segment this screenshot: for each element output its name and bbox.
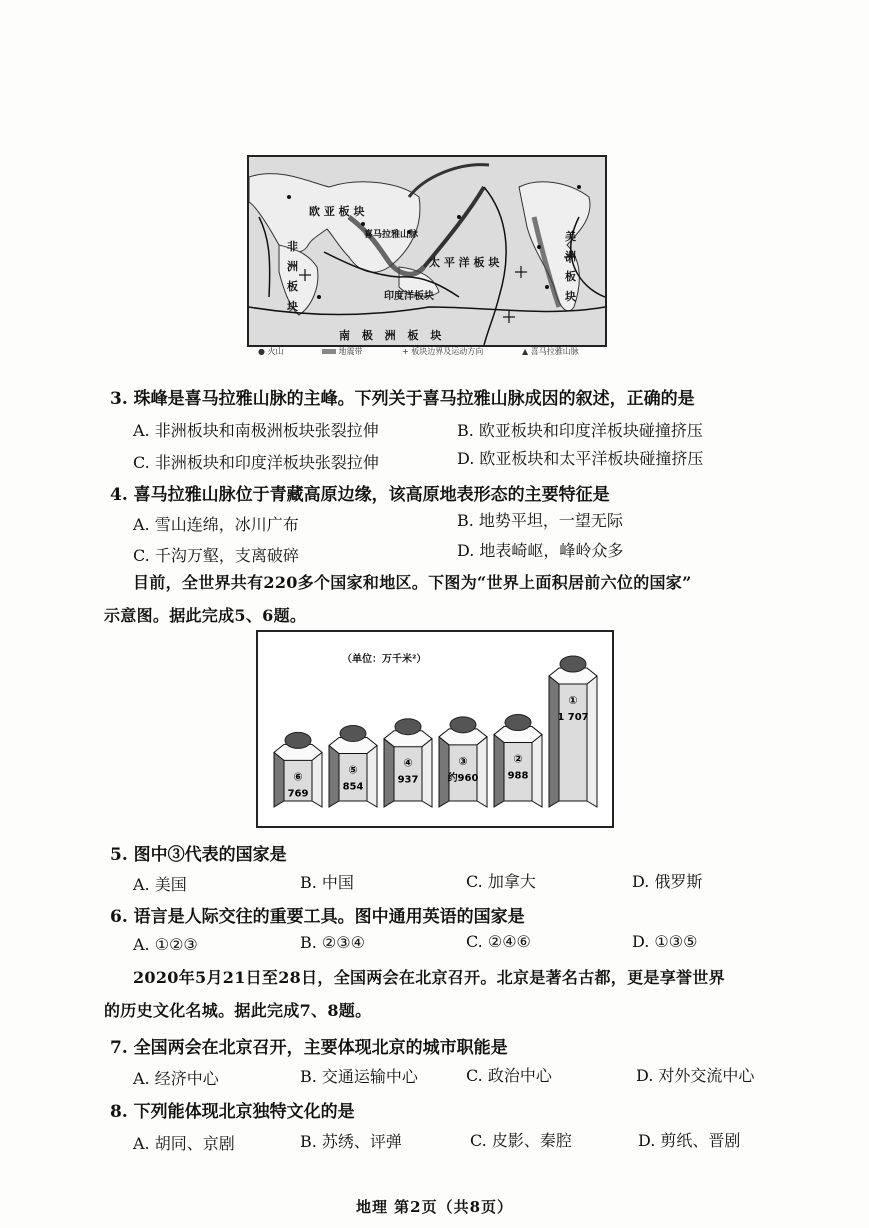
legend-volcano: ● 火山 <box>258 347 284 356</box>
plate-boundary-icon: + <box>402 347 409 356</box>
q3-option-a[interactable]: A. 非洲板块和南极洲板块张裂拉伸 <box>133 421 379 440</box>
q8-option-d[interactable]: D. 剪纸、晋剧 <box>638 1131 741 1150</box>
q3-option-c[interactable]: C. 非洲板块和印度洋板块张裂拉伸 <box>133 453 379 472</box>
q3-option-d[interactable]: D. 欧亚板块和太平洋板块碰撞挤压 <box>457 449 704 468</box>
plate-label-eurasia: 欧 亚 板 块 <box>309 205 365 218</box>
chart-bar-index-label: ① <box>568 694 578 707</box>
intro-7-8-line2: 的历史文化名城。据此完成7、8题。 <box>104 1001 372 1020</box>
plate-tectonics-map <box>247 155 607 347</box>
question-4-stem: 4. 喜马拉雅山脉位于青藏高原边缘，该高原地表形态的主要特征是 <box>110 485 610 505</box>
intro-7-8-line1: 2020年5月21日至28日，全国两会在北京召开。北京是著名古都，更是享誉世界 <box>133 968 725 987</box>
plate-map-drawing <box>249 157 605 345</box>
q8-option-b[interactable]: B. 苏绣、评弹 <box>300 1132 402 1151</box>
chart-bar-value-label: 937 <box>397 774 419 786</box>
chart-bar-value-label: 769 <box>287 788 309 800</box>
plate-label-himalaya: 喜马拉雅山脉 <box>364 230 419 240</box>
country-area-chart <box>256 630 614 828</box>
q6-option-c[interactable]: C. ②④⑥ <box>466 932 531 951</box>
legend-plate-boundary <box>402 346 483 357</box>
chart-drawing <box>258 632 612 826</box>
page-footer: 地理 第2页（共8页） <box>355 1198 514 1216</box>
q5-option-a[interactable]: A. 美国 <box>133 875 187 894</box>
q7-option-c[interactable]: C. 政治中心 <box>466 1066 552 1085</box>
plate-label-africa: 非 洲 板 块 <box>287 240 298 313</box>
q4-option-b[interactable]: B. 地势平坦，一望无际 <box>457 511 623 530</box>
chart-bar-index-label: ② <box>513 752 523 766</box>
q8-option-c[interactable]: C. 皮影、秦腔 <box>470 1131 572 1150</box>
q6-option-b[interactable]: B. ②③④ <box>300 933 365 952</box>
plate-label-americas: 美 洲 板 块 <box>565 230 576 303</box>
intro-5-6-line2: 示意图。据此完成5、6题。 <box>104 606 307 625</box>
legend-volcano-label: 火山 <box>267 347 284 356</box>
intro-5-6-line1: 目前，全世界共有220多个国家和地区。下图为“世界上面积居前六位的国家” <box>133 573 692 592</box>
q7-option-d[interactable]: D. 对外交流中心 <box>636 1066 755 1085</box>
q8-option-a[interactable]: A. 胡同、京剧 <box>133 1134 235 1153</box>
plate-label-antarctic: 南 极 洲 板 块 <box>339 329 446 342</box>
question-8-stem: 8. 下列能体现北京独特文化的是 <box>110 1102 355 1122</box>
chart-bar-value-label: 854 <box>342 781 364 793</box>
q5-option-c[interactable]: C. 加拿大 <box>466 872 536 891</box>
chart-bar <box>549 656 597 807</box>
q7-option-b[interactable]: B. 交通运输中心 <box>300 1067 418 1086</box>
chart-bar-index-label: ③ <box>458 754 468 768</box>
question-6-stem: 6. 语言是人际交往的重要工具。图中通用英语的国家是 <box>110 907 525 927</box>
chart-bar-index-label: ④ <box>403 756 413 770</box>
legend-earthquake-label: 地震带 <box>338 347 363 356</box>
chart-unit-title: （单位：万千米²） <box>342 654 427 665</box>
legend-earthquake-belt <box>322 346 363 357</box>
mountain-icon: ▲ <box>522 347 529 356</box>
chart-bar-index-label: ⑥ <box>293 770 303 784</box>
q4-option-d[interactable]: D. 地表崎岖，峰岭众多 <box>457 541 624 560</box>
earthquake-belt-icon <box>322 349 336 354</box>
question-7-stem: 7. 全国两会在北京召开，主要体现北京的城市职能是 <box>110 1038 508 1058</box>
q5-option-d[interactable]: D. 俄罗斯 <box>632 872 703 891</box>
plate-label-pacific: 太 平 洋 板 块 <box>429 256 500 269</box>
chart-bar-value-label: 988 <box>507 770 529 782</box>
q4-option-a[interactable]: A. 雪山连绵，冰川广布 <box>133 515 299 534</box>
chart-bar-value-label: 1 707 <box>557 712 589 723</box>
chart-bar-index-label: ⑤ <box>348 763 358 777</box>
q4-option-c[interactable]: C. 千沟万壑，支离破碎 <box>133 546 299 565</box>
question-3-stem: 3. 珠峰是喜马拉雅山脉的主峰。下列关于喜马拉雅山脉成因的叙述，正确的是 <box>110 389 695 409</box>
legend-himalaya-label: 喜马拉雅山脉 <box>530 347 579 356</box>
legend-boundary-label: 板块边界及运动方向 <box>411 347 484 356</box>
q3-option-b[interactable]: B. 欧亚板块和印度洋板块碰撞挤压 <box>457 421 703 440</box>
q6-option-a[interactable]: A. ①②③ <box>133 935 198 954</box>
map-legend <box>252 344 612 360</box>
q5-option-b[interactable]: B. 中国 <box>300 873 354 892</box>
question-5-stem: 5. 图中③代表的国家是 <box>110 845 287 865</box>
q6-option-d[interactable]: D. ①③⑤ <box>632 932 698 951</box>
chart-bar-value-label: 约960 <box>447 772 479 784</box>
legend-himalaya <box>522 346 579 357</box>
plate-label-indian: 印度洋板块 <box>384 291 434 302</box>
q7-option-a[interactable]: A. 经济中心 <box>133 1069 219 1088</box>
